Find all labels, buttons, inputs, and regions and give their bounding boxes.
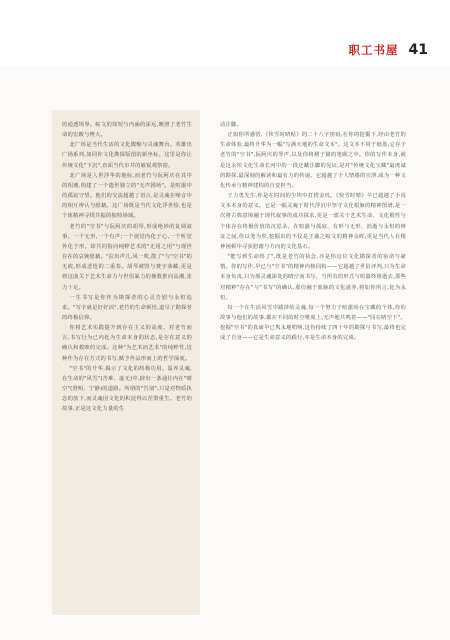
paragraph: 的通透境界。帖文的简短与内涵的深远,映照了老竹生命的宏敞与博大。	[62, 122, 192, 139]
paragraph: "空书"的升华,揭示了文化的终极功用。温养灵魂,在生命的"风雪"(苦难、虚无)中,辟出一条通往内在"晴空"(澄明、宁静)的道路。所谓的"告别",只是对物质执念的放下,而灵魂因文化的积淀得以涅槃重生。老竹的故事,正是这文化力量的生	[62, 365, 192, 413]
paragraph: 你将艺术实践提升到存在主义的高度。对老竹而言,书写行为已内化为生命本身的状态,是存在意义的确认和救赎的完成。这种"为艺术而艺术"的纯粹性,这种作为存在方式的书写,赋予作品形而上的哲学深度。	[62, 325, 192, 362]
paragraph: 每一个在生活风雪中跋涉的灵魂,每一个努力于喧嚣尚在宝藏的个体,你的故事与他们的故事,都在不同的时空维度上,无声地共鸣着——"同在晴空下"。挖掘"空书"的真谛早已隽永地唱响,这份持续了四十年的勘探与书写,最终也完成了自身——它是生命意义的践行,亦是生命本身的完成。	[220, 304, 406, 342]
paragraph: 动注脚。	[220, 122, 242, 128]
paragraph: 北广场是人世浮华的地标,而老竹与阮阿庆在其中的相遇,构建了一个遗世独立的"无声剧场"。是喧嚣中的孤寂守望。他们的交流超越了语言,是灵魂在噪音中的相互辨认与慰藉。这广场既是当代文化浮世绘,也是个体精神寻找共振的独特场域。	[62, 172, 192, 220]
paragraph: 老竹的"空书"与阮阿庆的胡琴,形成绝妙的复调叙事。一个无形,一个有声;一个视觉内化于心,一个听觉外化于形。却共同指向纯粹艺术的"无用之用"与现世存在的哀婉慰藉。"拉出声儿,风一吹,散了"与"空书"的无痕,形成悲怆的二重奏。胡琴被毁与焚字恭藏,更是将这曲关于艺术生命力与世俗暴力的挽歌推向高潮,张力十足。	[62, 223, 192, 291]
paragraph: 王力勇先生,你是在时间的尘埃中打捞金玑。《快雪时晴》早已超越了小说文本本身的意义。它是一幅灵魂于时代浮沉中坚守文化根脉的精神图谱,是一次将古典意境融于现代叙事的成功探求,更是一部关于艺术生命、文化根性与个体存在终极价值的沉思录。在喧嚣与孤寂、有形与无形、消逝与永恒的辩证之间,你以笔为犁,挖掘出的不仅是王羲之帖文的精神余晖,更是当代人在精神困顿中寻获慰藉与方向的文化基石。	[220, 193, 406, 250]
section-title: 职工书屋	[348, 43, 399, 57]
paragraph: 正如你所感悟,《快雪时晴帖》的二十八字密码,在你的挖掘下,经由老竹的生命体验,最终升华为一幅"写满天地的生命文本"。这文本不同于纸墨,它存于老竹的"空书",阮阿庆的琴声,以及你将褶子猫的笔砚之中。你的写作本身,就是这永恒文化生命长河中的一段迂藏注脚的见证,是对"传统文化宝藏"最虔诚的勘探,最深刻的解读和最有力的传递。它超越了个人情感的宣泄,成为一种文化传承与精神建构的自觉担当。	[220, 132, 406, 189]
right-text-column	[220, 120, 406, 615]
paragraph: 北广场是当代生活的文化微缩与灵魂舞台。英雄出广场系列,如同你文化勘探版图的新坐标。这里是你让传统文化"下沉",直面当代市井的敏锐观察窗。	[62, 142, 192, 169]
page-number: 41	[408, 42, 428, 58]
left-text-column	[52, 110, 200, 615]
paragraph: 一生书写是你作为勘探者的心灵告慰与永恒追求。"写字就是好好活",老竹的生命顿悟,道尽了勘探者的终极信仰。	[62, 294, 192, 321]
paragraph: "能写到生命终了",既是老竹的执念,亦是你这位文化勘探者的宿命与豪情。你的写作,早已与"空书"的精神内核同构——它超越了世俗评判,只为生命本身负责,只为那灵魂深处的晴空而书写。当所有的形式与喧嚣终将逝去,那些对精粹"存在"与"书写"的确认,那份融于血脉的文化滋养,将如你所言,化为永恒。	[220, 254, 406, 301]
running-header	[349, 42, 428, 58]
